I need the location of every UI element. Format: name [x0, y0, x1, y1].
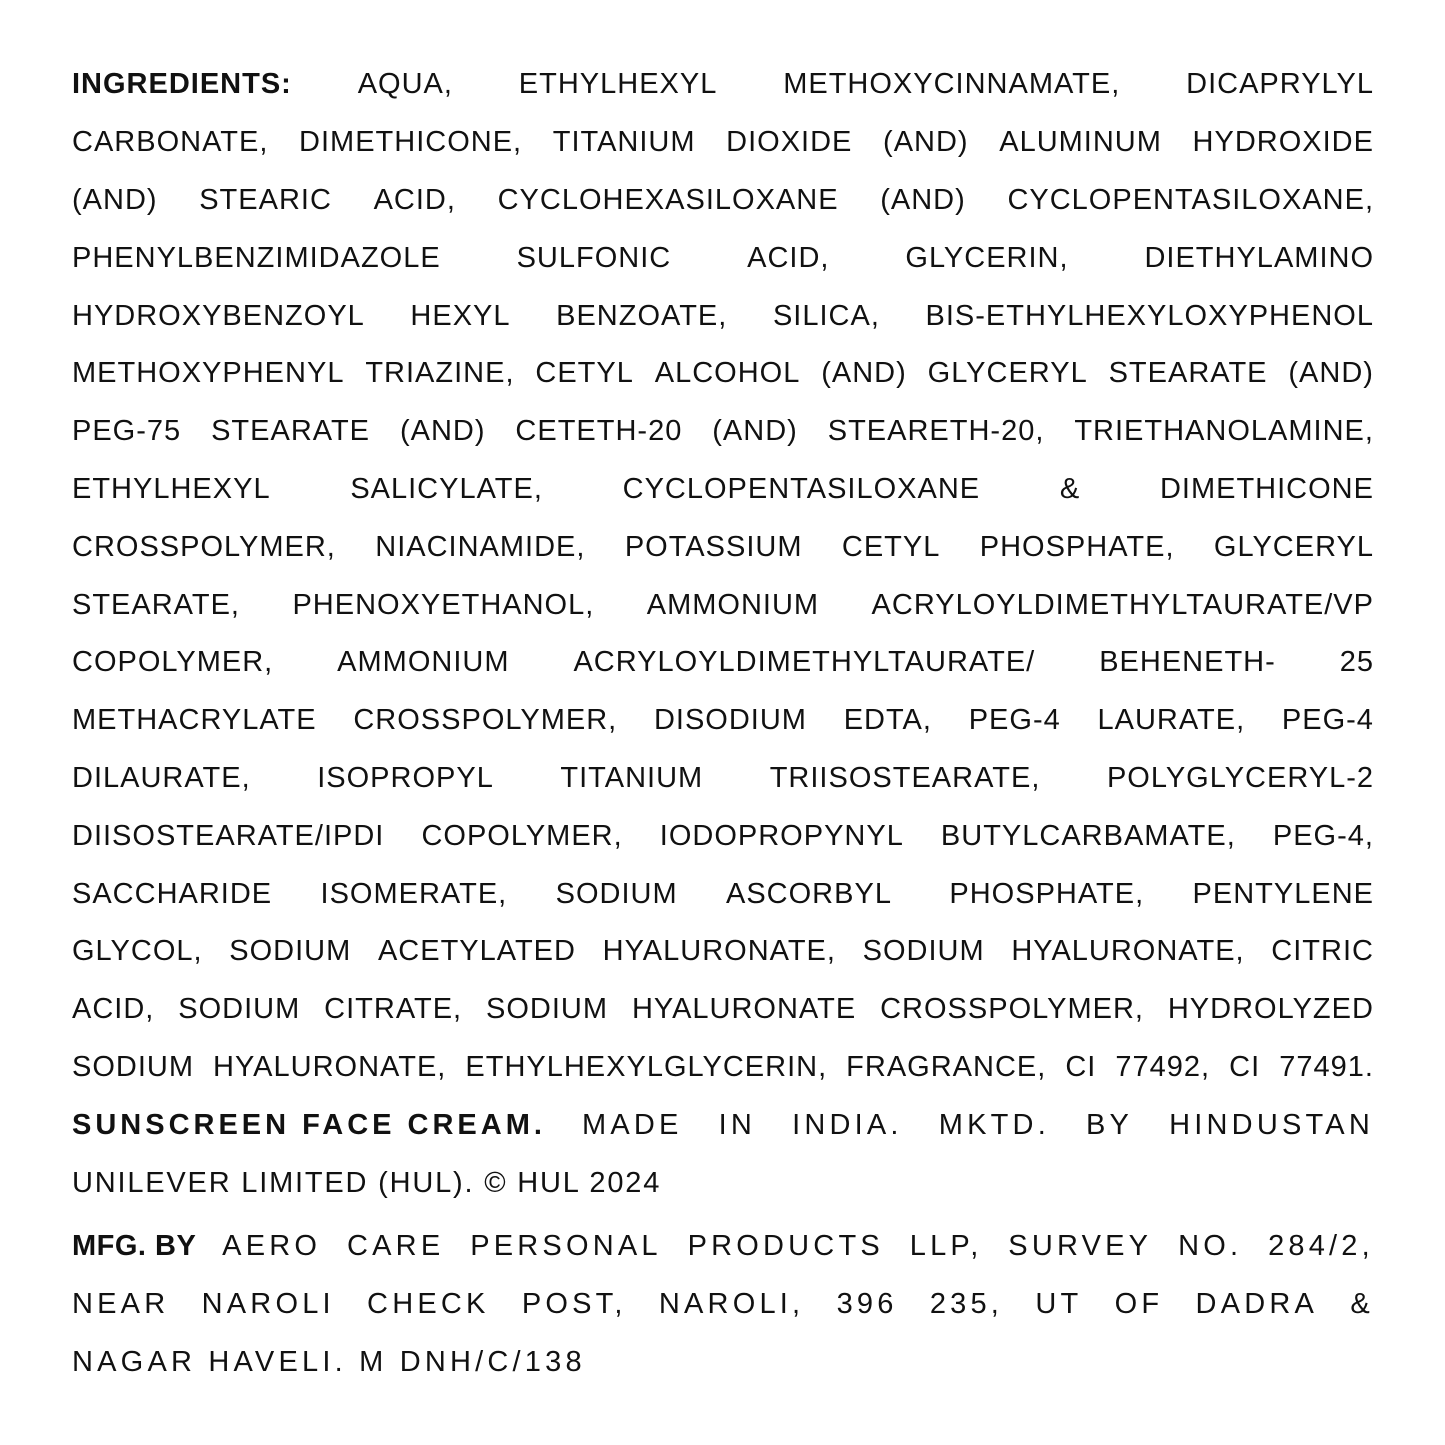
label-word: ACRYLOYLDIMETHYLTAURATE/ [573, 646, 1036, 679]
label-word: ACID, [72, 993, 155, 1026]
ingredients-line [72, 923, 1374, 981]
label-word: UT [1035, 1288, 1083, 1321]
ingredients-line [72, 518, 1374, 576]
label-word: CYCLOPENTASILOXANE, [1007, 183, 1374, 216]
ingredients-line [72, 807, 1374, 865]
label-word: HYDROXIDE [1192, 126, 1374, 159]
label-word: 284/2, [1268, 1230, 1374, 1263]
ingredients-line [72, 56, 1374, 114]
manufacturer-line [72, 1218, 1374, 1276]
label-word: GLYCOL, [72, 935, 203, 968]
ingredients-line [72, 172, 1374, 230]
label-word: AMMONIUM [646, 588, 820, 621]
ingredients-line [72, 403, 1374, 461]
label-word: SACCHARIDE [72, 877, 273, 910]
label-word: ETHYLHEXYL [72, 472, 271, 505]
label-word: DIMETHICONE, [299, 126, 523, 159]
label-word: CITRATE, [324, 993, 463, 1026]
label-word: CYCLOHEXASILOXANE [497, 183, 839, 216]
label-word: PHENOXYETHANOL, [292, 588, 595, 621]
ingredients-line [72, 229, 1374, 287]
label-word: SURVEY [1008, 1230, 1153, 1263]
label-word: HYALURONATE, [1011, 935, 1245, 968]
label-word: AQUA, [357, 68, 453, 101]
label-word: LLP, [909, 1230, 983, 1263]
label-word: BEHENETH- [1099, 646, 1276, 679]
label-word: BIS-ETHYLHEXYLOXYPHENOL [925, 299, 1374, 332]
label-word: OF [1114, 1288, 1164, 1321]
label-word: HINDUSTAN [1169, 1108, 1374, 1141]
label-word: AMMONIUM [337, 646, 510, 679]
label-word: HYALURONATE [631, 993, 857, 1026]
label-word: SODIUM [862, 935, 985, 968]
ingredients-line [72, 345, 1374, 403]
label-word: CROSSPOLYMER, [353, 704, 618, 737]
ingredients-line [72, 750, 1374, 808]
label-word: ETHYLHEXYL [518, 68, 718, 101]
ingredients-line [72, 287, 1374, 345]
ingredients-line [72, 865, 1374, 923]
label-word: PEG-4, [1272, 819, 1374, 852]
ingredients-heading: INGREDIENTS: [72, 68, 292, 101]
label-word: TRIETHANOLAMINE, [1074, 415, 1374, 448]
label-word: ASCORBYL [726, 877, 892, 910]
label-word: ACRYLOYLDIMETHYLTAURATE/VP [871, 588, 1374, 621]
label-word: ACID, [373, 183, 456, 216]
label-word: DIOXIDE [726, 126, 853, 159]
label-word: PRODUCTS [687, 1230, 884, 1263]
ingredients-line [72, 1039, 1374, 1097]
ingredients-line [72, 634, 1374, 692]
label-word: STEARATE [211, 415, 371, 448]
label-word: NEAR [72, 1288, 170, 1321]
label-word: TITANIUM [552, 126, 696, 159]
label-word: NAGAR HAVELI. M DNH/C/138 [72, 1345, 586, 1378]
label-word: ISOMERATE, [320, 877, 508, 910]
label-word: (AND) [72, 183, 158, 216]
ingredients-line [72, 114, 1374, 172]
label-word: CETYL [841, 530, 941, 563]
label-word: METHOXYCINNAMATE, [783, 68, 1121, 101]
label-word: (AND) [883, 126, 969, 159]
label-word: SODIUM [229, 935, 352, 968]
label-word: DADRA [1195, 1288, 1319, 1321]
label-word: LAURATE, [1097, 704, 1246, 737]
label-word: TRIAZINE, [365, 357, 515, 390]
label-word: (AND) [1288, 357, 1374, 390]
label-word: CI [1065, 1050, 1097, 1083]
label-word: 396 [836, 1288, 898, 1321]
label-word: 25 [1339, 646, 1374, 679]
manufacturer-line [72, 1334, 1374, 1392]
product-line [72, 1096, 1374, 1154]
label-word: CARBONATE, [72, 126, 269, 159]
label-word: PERSONAL [470, 1230, 662, 1263]
label-word: ACID, [747, 241, 830, 274]
label-word: EDTA, [843, 704, 932, 737]
label-word: STEARETH-20, [827, 415, 1045, 448]
ingredients-block [72, 56, 1374, 1096]
label-word: CITRIC [1271, 935, 1374, 968]
label-word: IN [718, 1108, 757, 1141]
label-word: DIISOSTEARATE/IPDI [72, 819, 385, 852]
label-word: PHENYLBENZIMIDAZOLE [72, 241, 441, 274]
label-word: ISOPROPYL [317, 761, 494, 794]
product-block [72, 1096, 1374, 1212]
label-word: (AND) [821, 357, 907, 390]
label-word: SODIUM [72, 1050, 194, 1083]
label-word: PENTYLENE [1192, 877, 1374, 910]
product-line [72, 1154, 1374, 1212]
ingredients-line [72, 981, 1374, 1039]
label-word: (AND) [399, 415, 486, 448]
manufacturer-line [72, 1276, 1374, 1334]
label-word: FRAGRANCE, [846, 1050, 1047, 1083]
label-word: STEARATE, [72, 588, 240, 621]
label-word: SILICA, [772, 299, 880, 332]
label-word: COPOLYMER, [421, 819, 623, 852]
label-word: HYALURONATE, [213, 1050, 447, 1083]
ingredients-line [72, 576, 1374, 634]
label-word: DICAPRYLYL [1186, 68, 1374, 101]
label-word: HYALURONATE, [602, 935, 836, 968]
label-word: POST, [521, 1288, 627, 1321]
label-word: NIACINAMIDE, [375, 530, 586, 563]
label-word: DIETHYLAMINO [1144, 241, 1374, 274]
label-word: UNILEVER LIMITED (HUL). © HUL 2024 [72, 1166, 662, 1199]
label-word: BY [1086, 1108, 1134, 1141]
label-word: 77491. [1279, 1050, 1374, 1083]
label-word: SODIUM [178, 993, 301, 1026]
label-word: POLYGLYCERYL-2 [1106, 761, 1374, 794]
label-word: CHECK [367, 1288, 490, 1321]
label-word: DIMETHICONE [1159, 472, 1374, 505]
label-word: CARE [347, 1230, 445, 1263]
label-word: ETHYLHEXYLGLYCERIN, [465, 1050, 828, 1083]
label-word: TRIISOSTEARATE, [769, 761, 1041, 794]
label-word: NAROLI [201, 1288, 335, 1321]
label-word: MKTD. [938, 1108, 1050, 1141]
label-word: HYDROXYBENZOYL [72, 299, 365, 332]
label-word: STEARATE [1108, 357, 1268, 390]
label-word: ACETYLATED [377, 935, 576, 968]
label-word: (AND) [712, 415, 798, 448]
label-word: GLYCERYL [927, 357, 1088, 390]
label-word: HYDROLYZED [1167, 993, 1374, 1026]
label-word: METHACRYLATE [72, 704, 317, 737]
label-word: COPOLYMER, [72, 646, 274, 679]
product-heading: SUNSCREEN FACE CREAM. [72, 1108, 546, 1141]
label-word: PEG-75 [72, 415, 182, 448]
label-word: STEARIC [199, 183, 332, 216]
label-word: CETYL [535, 357, 634, 390]
label-word: GLYCERIN, [905, 241, 1069, 274]
label-word: SULFONIC [516, 241, 672, 274]
label-word: PHOSPHATE, [979, 530, 1175, 563]
label-word: NO. [1178, 1230, 1243, 1263]
label-word: MADE [581, 1108, 683, 1141]
label-word: GLYCERYL [1213, 530, 1374, 563]
label-word: BENZOATE, [556, 299, 728, 332]
label-word: ALUMINUM [999, 126, 1162, 159]
label-word: CETETH-20 [515, 415, 683, 448]
label-word: 235, [929, 1288, 1004, 1321]
label-word: SODIUM [555, 877, 678, 910]
label-word: ALCOHOL [654, 357, 801, 390]
label-word: AERO [222, 1230, 322, 1263]
label-word: TITANIUM [560, 761, 704, 794]
label-word: & [1059, 472, 1081, 505]
label-word: SALICYLATE, [350, 472, 543, 505]
label-word: DISODIUM [653, 704, 807, 737]
label-word: DILAURATE, [72, 761, 251, 794]
ingredients-label-panel [72, 56, 1374, 1391]
label-word: 77492, [1115, 1050, 1211, 1083]
label-word: METHOXYPHENYL [72, 357, 345, 390]
label-word: PEG-4 [968, 704, 1061, 737]
label-word: PHOSPHATE, [940, 877, 1145, 910]
label-word: CROSSPOLYMER, [72, 530, 336, 563]
label-word: POTASSIUM [624, 530, 803, 563]
manufacturer-heading: MFG. BY [72, 1230, 197, 1263]
label-word: (AND) [880, 183, 966, 216]
label-word: CI [1229, 1050, 1261, 1083]
ingredients-line [72, 692, 1374, 750]
label-word: PEG-4 [1281, 704, 1374, 737]
label-word: BUTYLCARBAMATE, [940, 819, 1236, 852]
manufacturer-block [72, 1218, 1374, 1391]
label-word: CROSSPOLYMER, [880, 993, 1144, 1026]
label-word: NAROLI, [658, 1288, 805, 1321]
label-word: SODIUM [486, 993, 609, 1026]
ingredients-line [72, 461, 1374, 519]
label-word: IODOPROPYNYL [659, 819, 904, 852]
label-word: INDIA. [792, 1108, 903, 1141]
label-word: CYCLOPENTASILOXANE [622, 472, 981, 505]
label-word: HEXYL [410, 299, 511, 332]
label-word: & [1350, 1288, 1374, 1321]
